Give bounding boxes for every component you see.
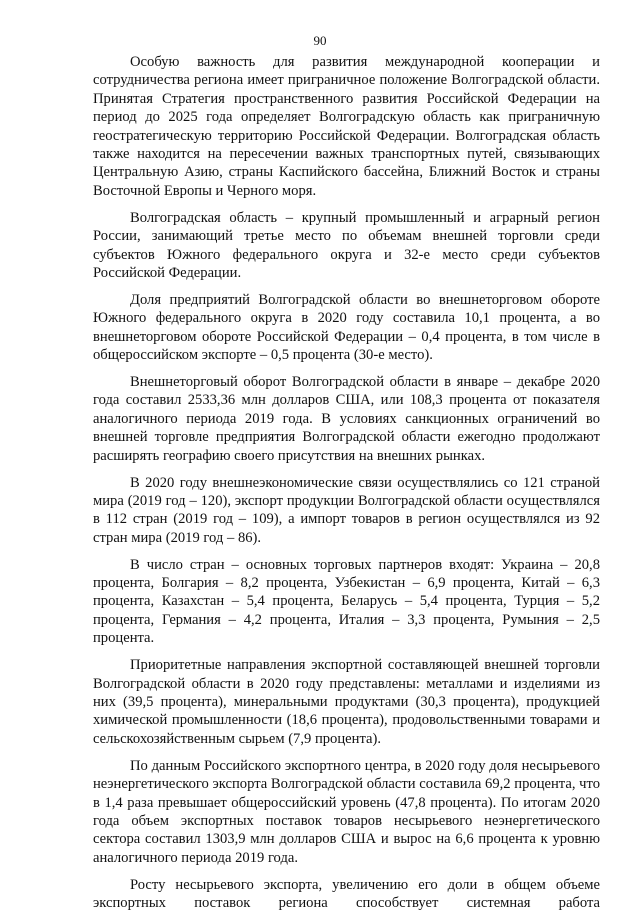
- paragraph-8: По данным Российского экспортного центра, в 2020 году доля несырьевого неэнергетического экспорта Волгоградской области составила 69,2 процента, что в 1,4 раза превышает общероссийский уровень (47,8 процента). По итогам 2020 года объем экспортных поставок товаров несырьевого неэнергетического сектора составил 1303,9 млн долларов США и вырос на 6,6 процента к уровню аналогичного периода 2019 года.: [93, 757, 600, 866]
- paragraph-6: В число стран – основных торговых партнеров входят: Украина – 20,8 процента, Болгария – 8,2 процента, Узбекистан – 6,9 процента, Китай – 6,3 процента, Казахстан – 5,4 процента, Беларусь – 5,4 процента, Турция – 5,2 процента, Германия – 4,2 процента, Италия – 3,3 процента, Румыния – 2,5 процента.: [93, 556, 600, 647]
- document-body: [93, 53, 600, 912]
- paragraph-7: Приоритетные направления экспортной составляющей внешней торговли Волгоградской области в 2020 году представлены: металлами и изделиями из них (39,5 процента), минеральными продуктами (30,3 процента), продукцией химической промышленности (18,6 процента), продовольственными товарами и сельскохозяйственным сырьем (7,9 процента).: [93, 657, 600, 747]
- paragraph-2: Волгоградская область – крупный промышленный и аграрный регион России, занимающий третье место по объемам внешней торговли среди субъектов Южного федерального округа и 32-е место среди субъектов Российской Федерации.: [93, 209, 600, 281]
- paragraph-5: В 2020 году внешнеэкономические связи осуществлялись со 121 страной мира (2019 год – 120), экспорт продукции Волгоградской области осуществлялся в 112 стран (2019 год – 109), а импорт товаров в регион осуществлялся из 92 стран мира (2019 год – 86).: [93, 474, 600, 546]
- page-number: 90: [313, 33, 327, 48]
- paragraph-4: Внешнеторговый оборот Волгоградской области в январе – декабре 2020 года составил 2533,36 млн долларов США, или 108,3 процента от показателя аналогичного периода 2019 года. В условиях санкционных ограничений во внешней торговле предприятия Волгоградской области ежегодно продолжают расширять географию своего присутствия на внешних рынках.: [93, 374, 600, 464]
- paragraph-9: Росту несырьевого экспорта, увеличению его доли в общем объеме экспортных поставок региона способствует системная работа: [93, 876, 600, 912]
- paragraph-1: Особую важность для развития международной кооперации и сотрудничества региона имеет приграничное положение Волгоградской области. Принятая Стратегия пространственного развития Российской Федерации на период до 2025 года определяет Волгоградскую область как приграничную геостратегическую территорию Российской Федерации. Волгоградская область также находится на пересечении важных транспортных путей, связывающих Центральную Азию, страны Каспийского бассейна, Ближний Восток и страны Восточной Европы и Черного моря.: [93, 54, 600, 199]
- paragraph-3: Доля предприятий Волгоградской области во внешнеторговом обороте Южного федерального округа в 2020 году составила 10,1 процента, а во внешнеторговом обороте Российской Федерации – 0,4 процента, в том числе в общероссийском экспорте – 0,5 процента (30-е место).: [93, 291, 600, 364]
